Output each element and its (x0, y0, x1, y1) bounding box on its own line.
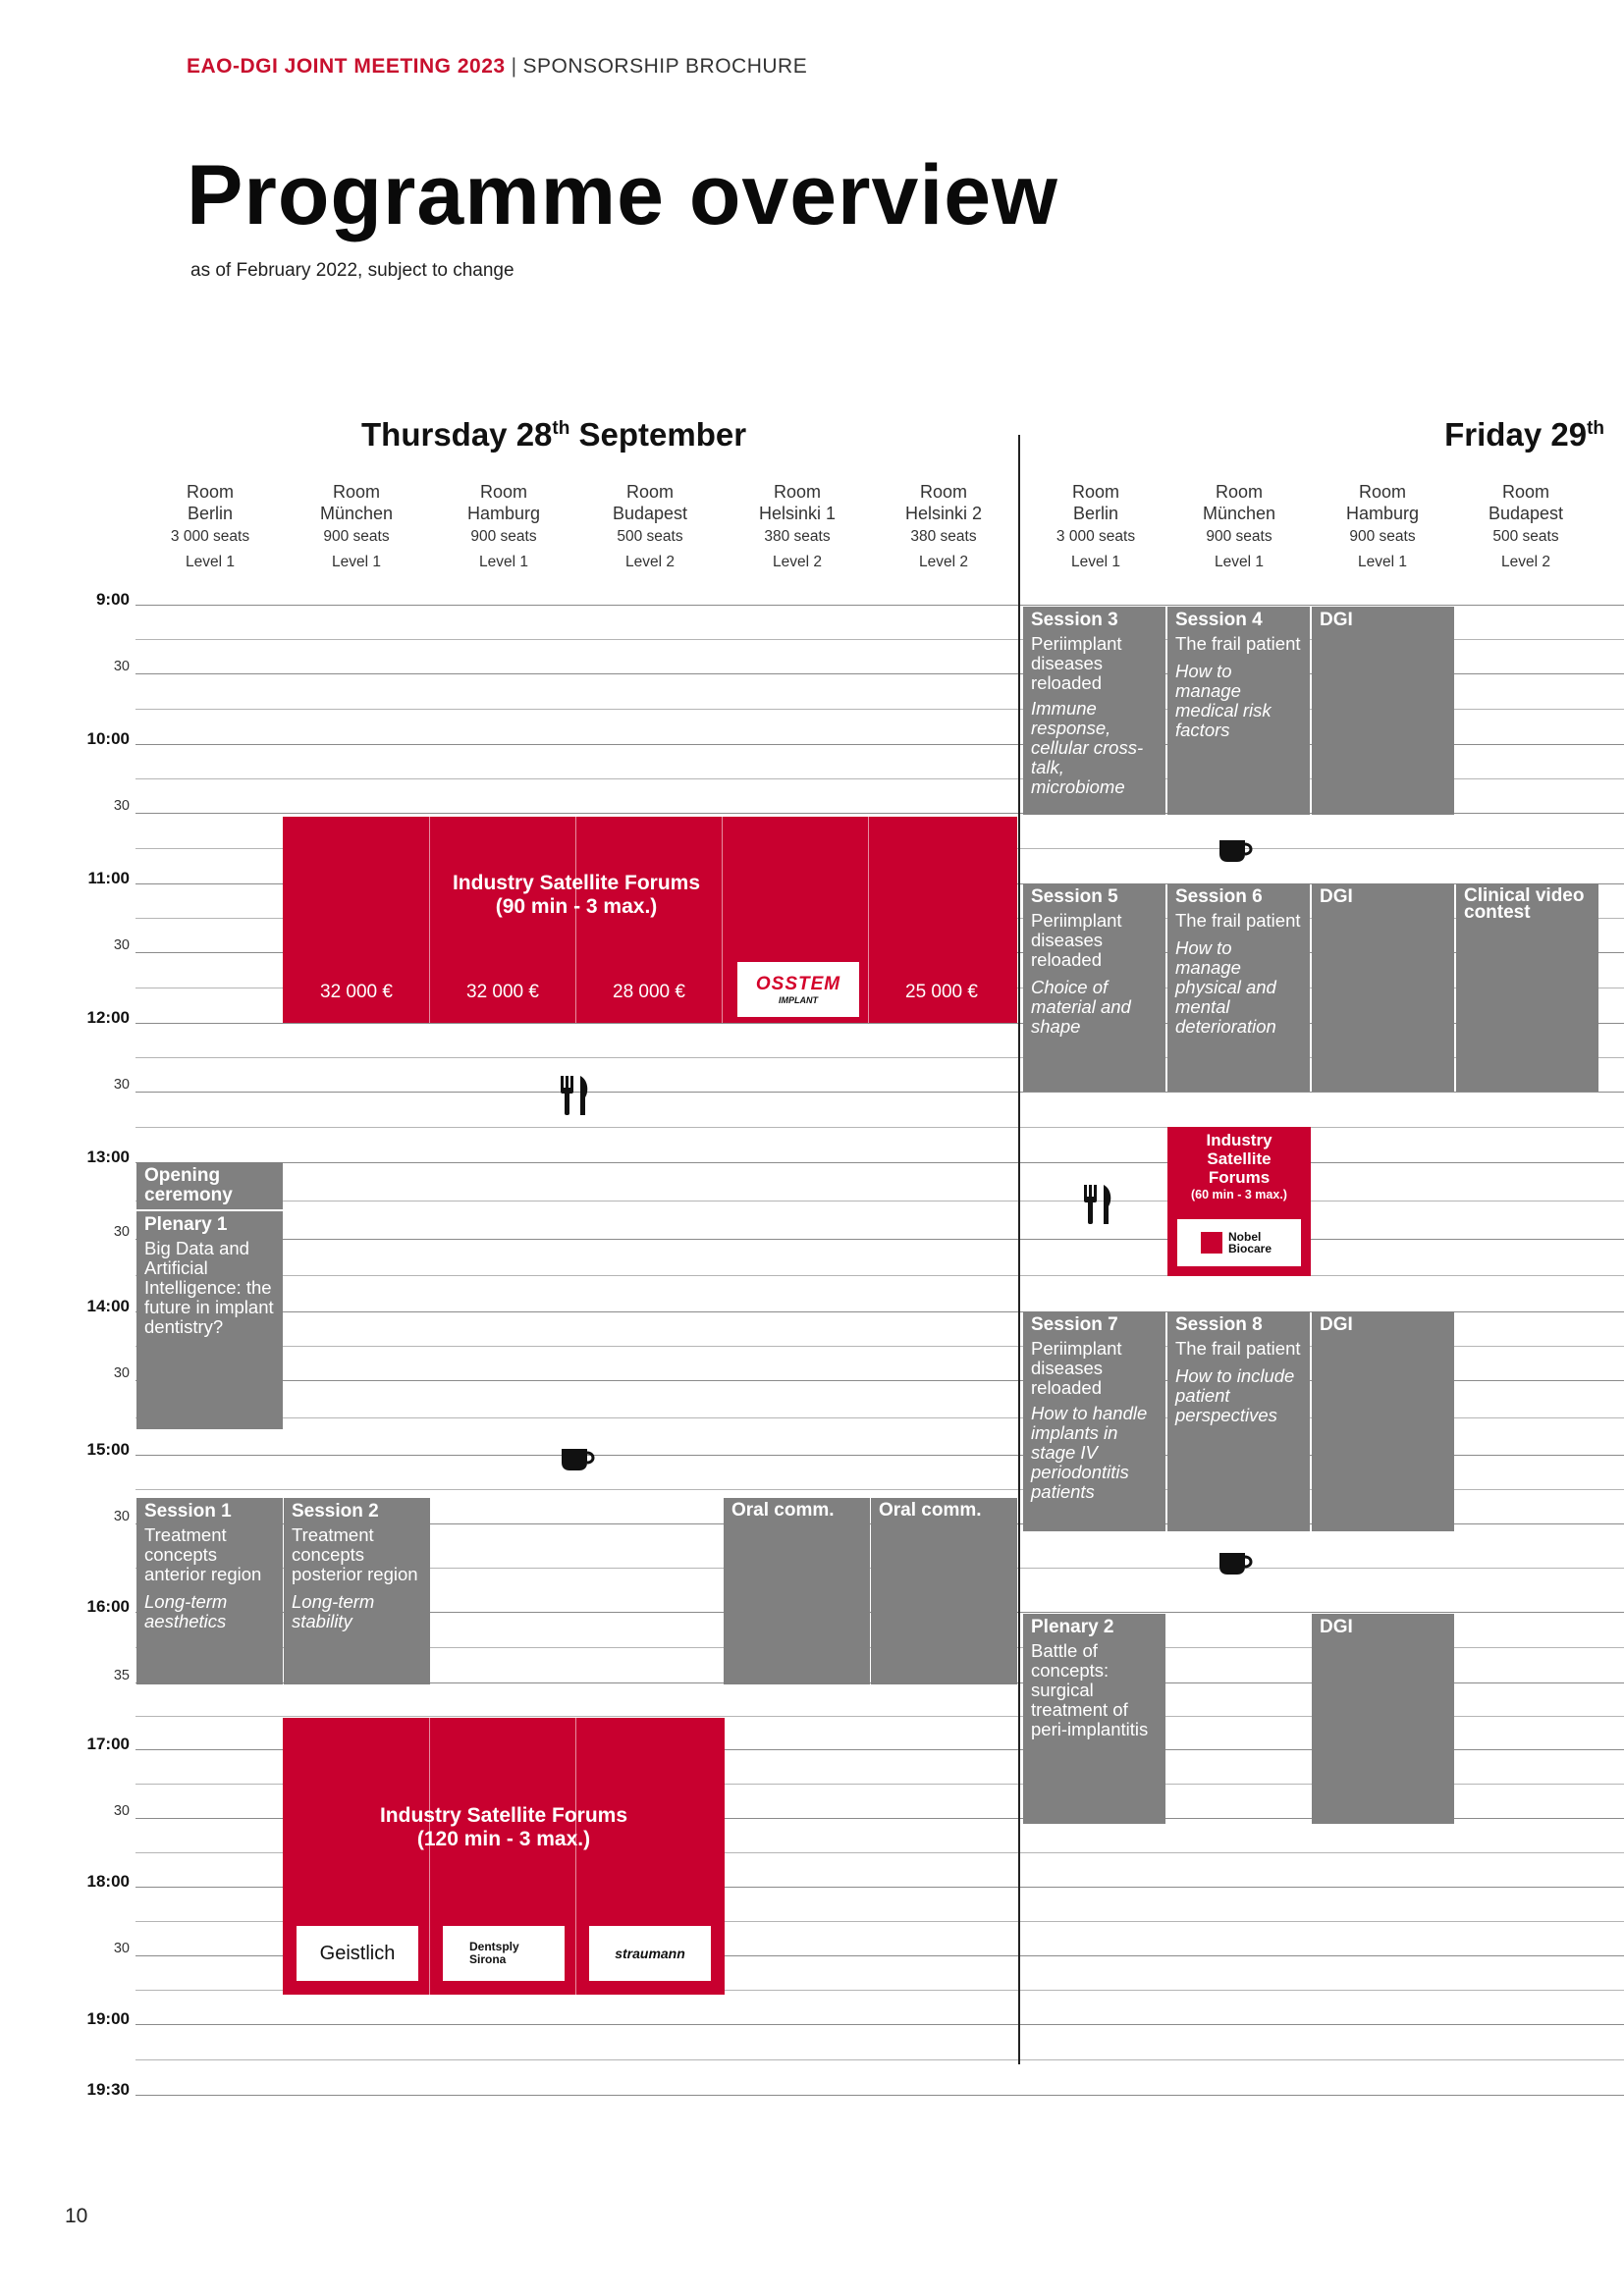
room-name: Budapest (1488, 504, 1564, 523)
time-label: 19:00 (86, 2009, 130, 2028)
room-header (1027, 481, 1164, 575)
session-5 (1023, 883, 1165, 1092)
dgi-block-1 (1312, 607, 1454, 815)
room-header (1314, 481, 1451, 575)
room-level: Level 1 (1071, 554, 1120, 570)
session3-text: Periimplant diseases reloaded (1031, 633, 1122, 693)
time-label: 30 (113, 1224, 130, 1240)
isf2-heading (283, 1804, 725, 1851)
quarter-line (135, 1127, 1624, 1128)
room-level: Level 2 (773, 554, 822, 570)
room-seats: 900 seats (323, 528, 390, 545)
day-divider (1018, 435, 1020, 2064)
room-label: Room (186, 482, 234, 502)
dgi-block-2 (1312, 883, 1454, 1092)
session2-text: Treatment concepts posterior region (292, 1524, 418, 1584)
time-label: 30 (113, 1803, 130, 1819)
room-label: Room (625, 482, 674, 502)
room-level: Level 2 (919, 554, 968, 570)
geistlich-logo: Geistlich (297, 1926, 418, 1981)
room-label: Room (1071, 482, 1119, 502)
hour-line (135, 1162, 1624, 1163)
room-header (1170, 481, 1308, 575)
room-seats: 3 000 seats (1056, 528, 1136, 545)
fork-knife-icon (1082, 1185, 1115, 1224)
time-label: 30 (113, 798, 130, 814)
osstem-logo: OSSTEM IMPLANT (737, 962, 859, 1017)
nobel-mark-icon (1201, 1232, 1222, 1254)
session4-title: Session 4 (1175, 610, 1263, 630)
room-level: Level 1 (332, 554, 381, 570)
session8-title: Session 8 (1175, 1314, 1263, 1335)
price-label: 28 000 € (613, 982, 685, 1002)
dgi3-title: DGI (1320, 1314, 1353, 1335)
room-level: Level 1 (1358, 554, 1407, 570)
room-name: Berlin (1072, 504, 1119, 523)
quarter-line (135, 1275, 1624, 1276)
room-seats: 380 seats (764, 528, 831, 545)
time-label: 12:00 (86, 1008, 130, 1027)
room-header (141, 481, 279, 575)
session-8 (1167, 1311, 1310, 1531)
clinical-title: Clinical video contest (1464, 885, 1585, 923)
time-label: 19:30 (86, 2080, 130, 2099)
hour-line (135, 1239, 1624, 1240)
room-level: Level 1 (186, 554, 235, 570)
opening-ceremony (136, 1162, 283, 1209)
room-label: Room (1215, 482, 1263, 502)
session1-title: Session 1 (144, 1501, 232, 1522)
dgi-block-4 (1312, 1614, 1454, 1824)
session6-text: The frail patient (1175, 910, 1301, 931)
room-level: Level 2 (1501, 554, 1550, 570)
session3-title: Session 3 (1031, 610, 1118, 630)
session1-text: Treatment concepts anterior region (144, 1524, 262, 1584)
hour-line (135, 1092, 1624, 1093)
session4-text: The frail patient (1175, 633, 1301, 654)
plenary1-text: Big Data and Artificial Intelligence: the future in implant dentistry? (144, 1238, 274, 1337)
dentsply-sirona-logo: Dentsply Sirona (443, 1926, 565, 1981)
industry-satellite-forum-120 (283, 1718, 725, 1995)
hour-line (135, 2024, 1624, 2025)
session-7 (1023, 1311, 1165, 1531)
room-seats: 900 seats (1349, 528, 1416, 545)
time-label: 15:00 (86, 1440, 130, 1459)
column-separator (575, 1718, 576, 1995)
session-6 (1167, 883, 1310, 1092)
price-label: 32 000 € (320, 982, 393, 1002)
oral1-title: Oral comm. (731, 1500, 835, 1521)
room-name: München (1202, 504, 1276, 523)
room-name: Budapest (612, 504, 688, 523)
time-label: 14:00 (86, 1297, 130, 1315)
room-name: München (319, 504, 394, 523)
oral-comm-1 (724, 1498, 870, 1684)
isf1-heading (283, 872, 870, 919)
room-header (288, 481, 425, 575)
room-name: Berlin (187, 504, 234, 523)
room-name: Hamburg (1345, 504, 1420, 523)
isf2-subtitle: (120 min - 3 max.) (416, 1828, 591, 1850)
session-1 (136, 1498, 283, 1684)
room-seats: 500 seats (617, 528, 683, 545)
room-level: Level 1 (1215, 554, 1264, 570)
room-header (729, 481, 866, 575)
hour-line (135, 2095, 1624, 2096)
isf3-title: Industry Satellite Forums (1206, 1131, 1272, 1187)
header-separator: | (511, 55, 517, 78)
price-label: 32 000 € (466, 982, 539, 1002)
session4-italic: How to manage medical risk factors (1175, 661, 1272, 740)
page-number: 10 (65, 2205, 88, 2227)
session6-title: Session 6 (1175, 886, 1263, 907)
session-3 (1023, 607, 1165, 815)
session3-italic: Immune response, cellular cross-talk, microbiome (1031, 698, 1144, 797)
column-separator (429, 1718, 430, 1995)
time-label: 30 (113, 1941, 130, 1956)
room-name: Helsinki 2 (904, 504, 983, 523)
time-label: 10:00 (86, 729, 130, 748)
room-seats: 380 seats (910, 528, 977, 545)
time-label: 17:00 (86, 1735, 130, 1753)
dgi-block-3 (1312, 1311, 1454, 1531)
industry-satellite-forum-60 (1167, 1127, 1311, 1276)
room-seats: 900 seats (1206, 528, 1272, 545)
fork-knife-icon (559, 1076, 592, 1115)
header-subtitle: SPONSORSHIP BROCHURE (522, 55, 808, 78)
room-label: Room (919, 482, 967, 502)
time-label: 30 (113, 1365, 130, 1381)
time-label: 30 (113, 937, 130, 953)
session7-text: Periimplant diseases reloaded (1031, 1338, 1122, 1398)
clinical-video-contest (1456, 883, 1598, 1092)
time-label: 35 (113, 1668, 130, 1683)
room-seats: 900 seats (470, 528, 537, 545)
session2-title: Session 2 (292, 1501, 379, 1522)
time-label: 13:00 (86, 1148, 130, 1166)
page-title: Programme overview (187, 148, 1058, 242)
time-label: 30 (113, 1077, 130, 1093)
dgi2-title: DGI (1320, 886, 1353, 907)
session-2 (284, 1498, 430, 1684)
session7-title: Session 7 (1031, 1314, 1118, 1335)
time-label: 18:00 (86, 1872, 130, 1891)
day-heading-friday: Friday 29th (1444, 416, 1604, 453)
room-label: Room (773, 482, 821, 502)
header-brand: EAO-DGI JOINT MEETING 2023 (187, 55, 506, 78)
room-header (581, 481, 719, 575)
room-name: Helsinki 1 (758, 504, 837, 523)
time-label: 30 (113, 659, 130, 674)
room-level: Level 1 (479, 554, 528, 570)
room-label: Room (1501, 482, 1549, 502)
room-header (1457, 481, 1595, 575)
day-heading-thursday: Thursday 28th September (361, 416, 747, 453)
plenary2-text: Battle of concepts: surgical treatment of peri-implantitis (1031, 1640, 1149, 1739)
straumann-logo: straumann (589, 1926, 711, 1981)
dgi4-title: DGI (1320, 1617, 1353, 1637)
isf3-subtitle: (60 min - 3 max.) (1191, 1188, 1287, 1201)
nobel-biocare-logo: Nobel Biocare (1177, 1219, 1301, 1266)
session2-italic: Long-term stability (292, 1591, 375, 1631)
room-seats: 3 000 seats (170, 528, 250, 545)
page-subtitle: as of February 2022, subject to change (190, 260, 514, 281)
coffee-cup-icon (1218, 1549, 1257, 1576)
plenary2-title: Plenary 2 (1031, 1617, 1114, 1637)
session8-text: The frail patient (1175, 1338, 1301, 1359)
dgi1-title: DGI (1320, 610, 1353, 630)
room-label: Room (479, 482, 527, 502)
room-level: Level 2 (625, 554, 675, 570)
time-label: 30 (113, 1509, 130, 1524)
hour-line (135, 605, 1624, 606)
room-label: Room (1358, 482, 1406, 502)
session-4 (1167, 607, 1310, 815)
session7-italic: How to handle implants in stage IV periodontitis patients (1031, 1403, 1148, 1502)
time-label: 11:00 (87, 869, 130, 887)
coffee-cup-icon (1218, 836, 1257, 864)
session8-italic: How to include patient perspectives (1175, 1365, 1295, 1425)
room-label: Room (332, 482, 380, 502)
session5-italic: Choice of material and shape (1031, 977, 1131, 1037)
industry-satellite-forum-90 (283, 817, 1017, 1023)
session5-title: Session 5 (1031, 886, 1118, 907)
isf1-subtitle: (90 min - 3 max.) (495, 895, 658, 918)
oral-comm-2 (871, 1498, 1017, 1684)
plenary-2 (1023, 1614, 1165, 1824)
time-label: 16:00 (86, 1597, 130, 1616)
quarter-line (135, 2059, 1624, 2060)
session6-italic: How to manage physical and mental deterioration (1175, 937, 1276, 1037)
plenary1-title: Plenary 1 (144, 1214, 228, 1235)
room-header (435, 481, 572, 575)
time-label: 9:00 (95, 590, 130, 609)
plenary-1 (136, 1211, 283, 1429)
oral2-title: Oral comm. (879, 1500, 982, 1521)
isf1-title: Industry Satellite Forums (452, 872, 701, 894)
room-name: Hamburg (466, 504, 541, 523)
isf2-title: Industry Satellite Forums (379, 1804, 628, 1827)
session5-text: Periimplant diseases reloaded (1031, 910, 1122, 970)
price-label: 25 000 € (905, 982, 978, 1002)
isf3-heading (1167, 1131, 1311, 1202)
header-line (187, 55, 807, 79)
opening-title: Opening ceremony (144, 1165, 233, 1205)
room-seats: 500 seats (1492, 528, 1559, 545)
session1-italic: Long-term aesthetics (144, 1591, 228, 1631)
coffee-cup-icon (560, 1445, 599, 1472)
room-header (875, 481, 1012, 575)
